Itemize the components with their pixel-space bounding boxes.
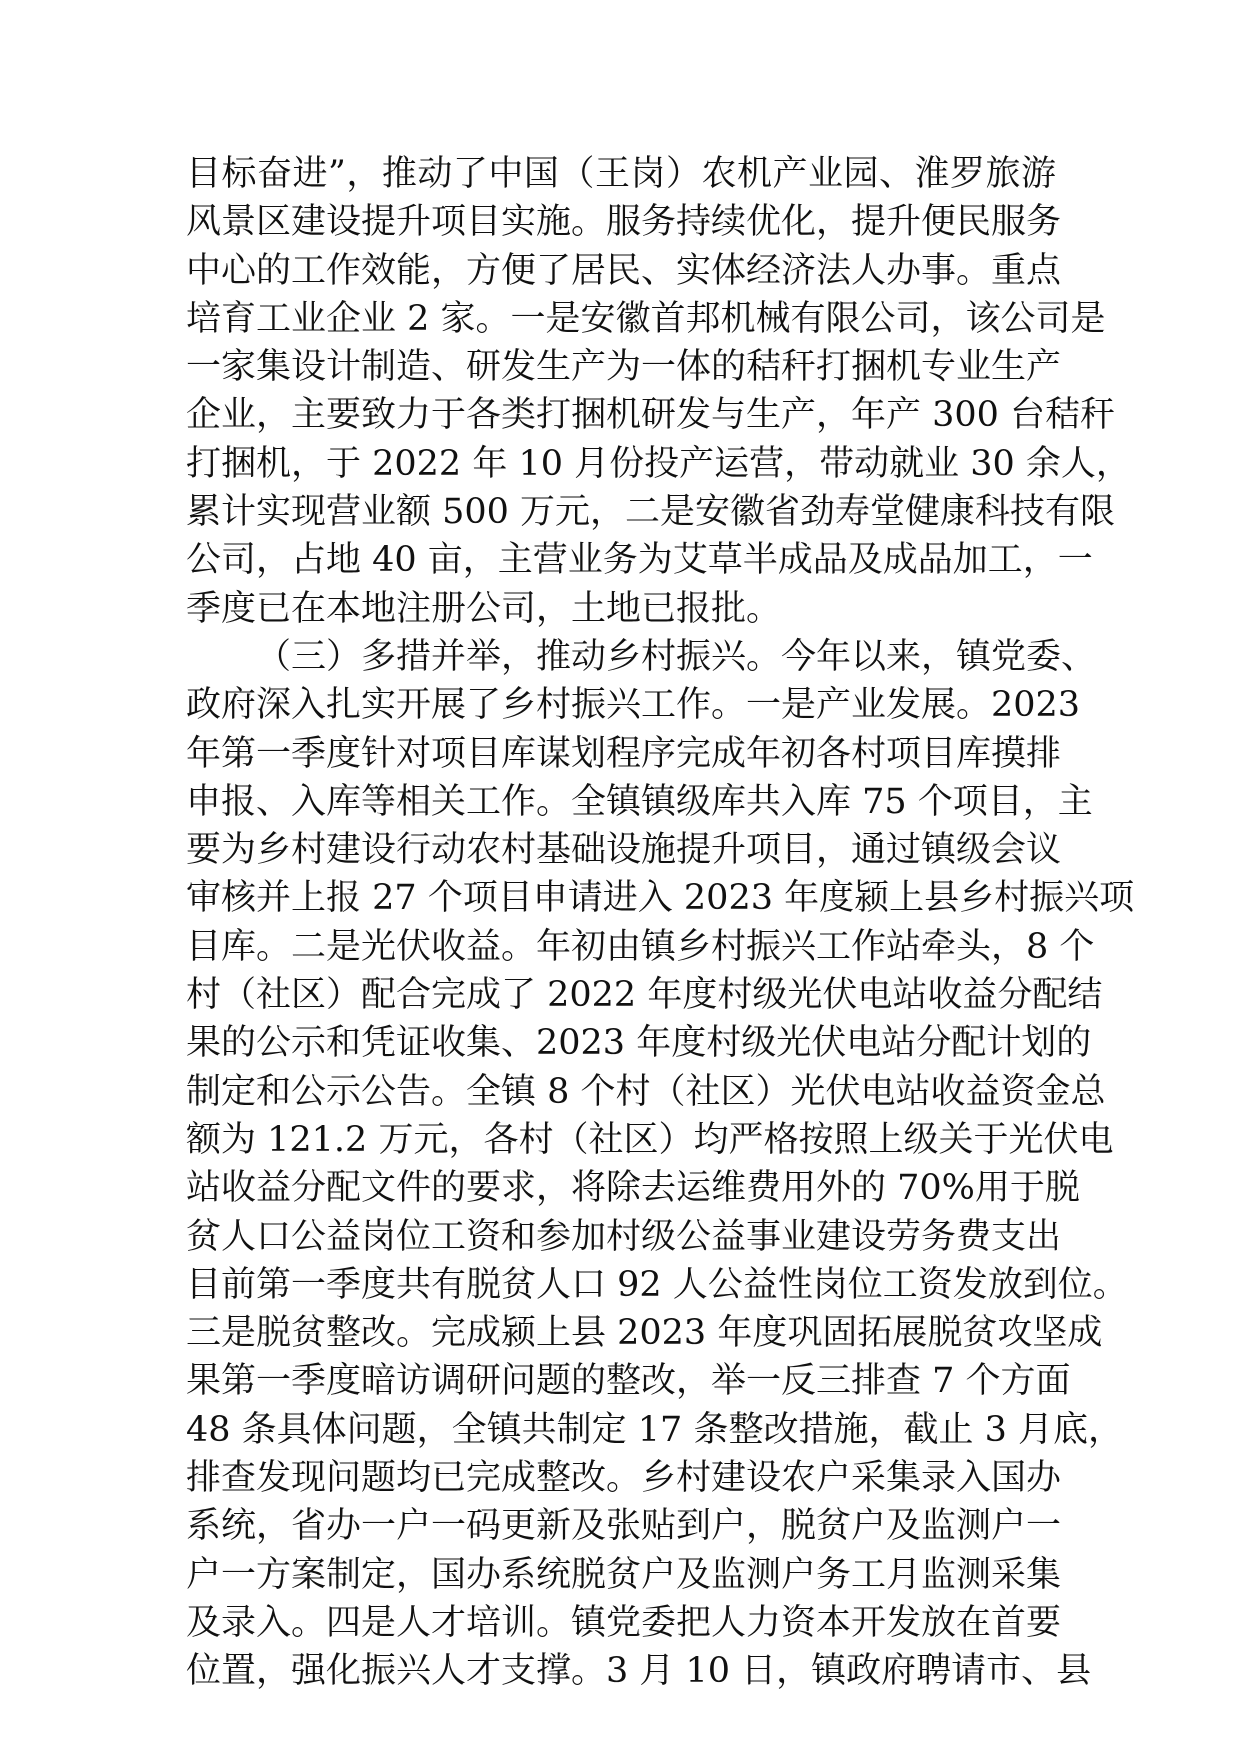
- text-line: 果第一季度暗访调研问题的整改，举一反三排查 7 个方面: [186, 1361, 1071, 1402]
- text-line: 目库。二是光伏收益。年初由镇乡村振兴工作站牵头，8 个: [186, 926, 1095, 967]
- text-line: 累计实现营业额 500 万元，二是安徽省劲寿堂健康科技有限: [186, 492, 1116, 533]
- text-line: 及录入。四是人才培训。镇党委把人力资本开发放在首要: [186, 1602, 1062, 1643]
- text-line: 培育工业企业 2 家。一是安徽首邦机械有限公司，该公司是: [186, 298, 1106, 339]
- text-line: 打捆机，于 2022 年 10 月份投产运营，带动就业 30 余人，: [186, 443, 1131, 484]
- paragraph-2: [186, 633, 1135, 1696]
- text-line: 位置，强化振兴人才支撑。3 月 10 日，镇政府聘请市、县: [186, 1651, 1092, 1692]
- text-line: 审核并上报 27 个项目申请进入 2023 年度颍上县乡村振兴项: [186, 878, 1135, 919]
- text-line: 目标奋进”，推动了中国（王岗）农机产业园、淮罗旅游: [186, 154, 1056, 194]
- text-line: 中心的工作效能，方便了居民、实体经济法人办事。重点: [186, 250, 1062, 291]
- text-line: 系统，省办一户一码更新及张贴到户，脱贫户及监测户一: [186, 1506, 1062, 1547]
- text-line: 排查发现问题均已完成整改。乡村建设农户采集录入国办: [186, 1458, 1062, 1499]
- text-line: 风景区建设提升项目实施。服务持续优化，提升便民服务: [186, 202, 1062, 243]
- text-line: 企业，主要致力于各类打捆机研发与生产，年产 300 台秸秆: [186, 395, 1116, 436]
- text-line: 额为 121.2 万元，各村（社区）均严格按照上级关于光伏电: [186, 1119, 1114, 1160]
- text-line: 三是脱贫整改。完成颍上县 2023 年度巩固拓展脱贫攻坚成: [186, 1313, 1103, 1354]
- text-line: 站收益分配文件的要求，将除去运维费用外的 70%用于脱: [186, 1168, 1080, 1209]
- text-line: 一家集设计制造、研发生产为一体的秸秆打捆机专业生产: [186, 347, 1062, 388]
- document-body: [186, 150, 1135, 1696]
- text-line: 村（社区）配合完成了 2022 年度村级光伏电站收益分配结: [186, 975, 1103, 1016]
- text-line: 季度已在本地注册公司，土地已报批。: [186, 588, 782, 629]
- text-line: 目前第一季度共有脱贫人口 92 人公益性岗位工资发放到位。: [186, 1264, 1128, 1305]
- text-line: 年第一季度针对项目库谋划程序完成年初各村项目库摸排: [186, 733, 1062, 774]
- section-heading-line: （三）多措并举，推动乡村振兴。今年以来，镇党委、: [256, 636, 1097, 677]
- text-line: 制定和公示公告。全镇 8 个村（社区）光伏电站收益资金总: [186, 1071, 1106, 1112]
- text-line: 48 条具体问题，全镇共制定 17 条整改措施，截止 3 月底，: [186, 1409, 1123, 1450]
- text-line: 户一方案制定，国办系统脱贫户及监测户务工月监测采集: [186, 1554, 1062, 1595]
- text-line: 政府深入扎实开展了乡村振兴工作。一是产业发展。2023: [186, 685, 1081, 726]
- text-line: 公司，占地 40 亩，主营业务为艾草半成品及成品加工，一: [186, 540, 1093, 581]
- paragraph-1: [186, 150, 1131, 633]
- text-line: 贫人口公益岗位工资和参加村级公益事业建设劳务费支出: [186, 1216, 1062, 1257]
- text-line: 要为乡村建设行动农村基础设施提升项目，通过镇级会议: [186, 830, 1062, 871]
- text-line: 申报、入库等相关工作。全镇镇级库共入库 75 个项目，主: [186, 781, 1093, 822]
- text-line: 果的公示和凭证收集、2023 年度村级光伏电站分配计划的: [186, 1023, 1092, 1064]
